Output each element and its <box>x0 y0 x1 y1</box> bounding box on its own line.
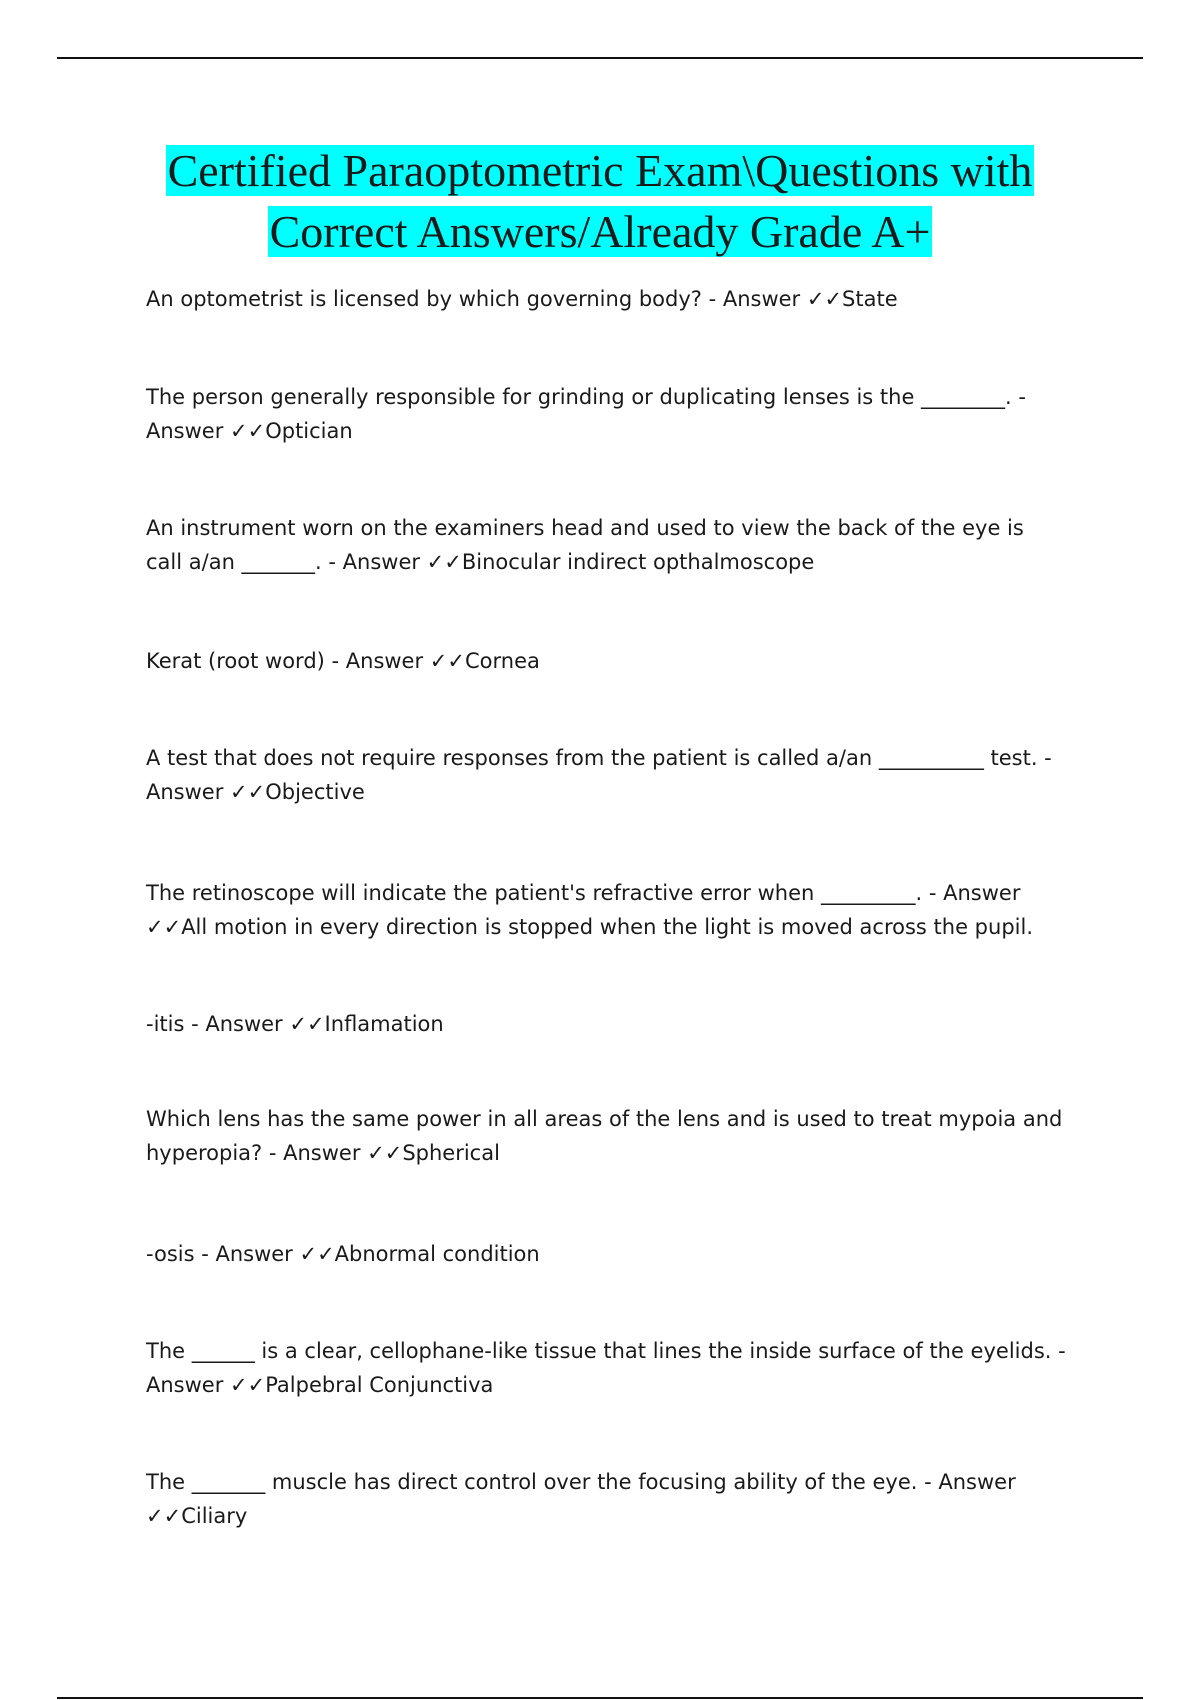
qa-item-1: An optometrist is licensed by which governing body? - Answer ✓✓State <box>146 287 898 311</box>
qa-item-4: Kerat (root word) - Answer ✓✓Cornea <box>146 649 540 673</box>
qa-item-10: The ______ is a clear, cellophane-like tissue that lines the inside surface of the eyelids. - Answer ✓✓Palpebral Conjunctiva <box>146 1339 1066 1397</box>
title-line-2: Correct Answers/Already Grade A+ <box>269 206 931 257</box>
qa-item-11: The _______ muscle has direct control over the focusing ability of the eye. - Answer ✓✓Ciliary <box>146 1470 1016 1528</box>
footer-rule <box>57 1697 1143 1699</box>
qa-item-6: The retinoscope will indicate the patient's refractive error when _________. - Answer ✓✓All motion in every direction is stopped when the light is moved across the pupil. <box>146 881 1033 939</box>
qa-item-2: The person generally responsible for grinding or duplicating lenses is the ________. - Answer ✓✓Optician <box>146 385 1026 443</box>
qa-item-8: Which lens has the same power in all areas of the lens and is used to treat mypoia and hyperopia? - Answer ✓✓Spherical <box>146 1107 1063 1165</box>
qa-item-3: An instrument worn on the examiners head and used to view the back of the eye is call a/an _______. - Answer ✓✓Binocular indirect opthalmoscope <box>146 516 1024 574</box>
document-title <box>120 140 1080 262</box>
title-line-1: Certified Paraoptometric Exam\Questions with <box>167 145 1033 196</box>
qa-item-9: -osis - Answer ✓✓Abnormal condition <box>146 1242 540 1266</box>
header-rule <box>57 57 1143 59</box>
qa-item-5: A test that does not require responses from the patient is called a/an __________ test. - Answer ✓✓Objective <box>146 746 1052 804</box>
qa-item-7: -itis - Answer ✓✓Inflamation <box>146 1012 444 1036</box>
